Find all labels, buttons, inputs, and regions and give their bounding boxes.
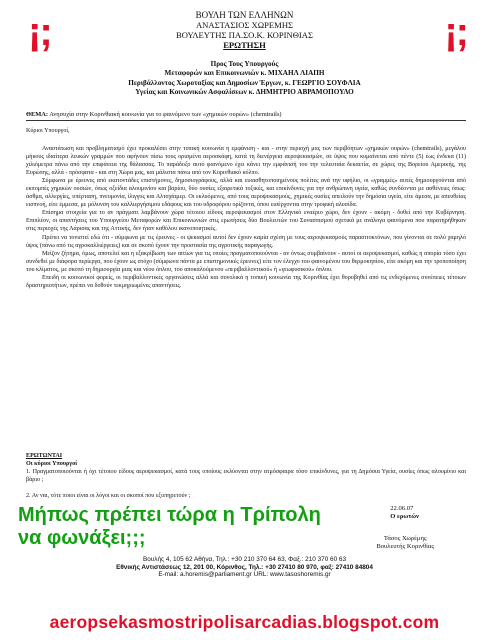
signature-block	[376, 535, 434, 551]
salutation: Κύριοι Υπουργοί,	[26, 128, 70, 134]
paragraph: Μείζον ζήτημα, όμως, αποτελεί και η εξακρίβωση των αιτίων για τις οποίες πραγματοποιούνται - αν όντως συμβαίνουν - αυτοί οι αεροψεκασμοί, καθώς η απορία τόσο έχει συνδεθεί με διάφορα περίεργα, που έχουν ως στόχο (σύμφωνα πάντα με επιστημονικές έρευνες) είτε τον έλεγχο του φαινομένου του θερμοκηπίου, είτε ακόμη και την τροποποίηση του κλίματος, με σκοπό τη δημιουργία μιας και νέου όπλου, του αποκαλούμενου «περιβαλλοντικού» ή «γεωφυσικού» όπλου.	[26, 250, 466, 273]
red-exclamation-decoration-left: ¡;	[28, 10, 51, 54]
paragraph: Επειδή οι κοινωνικοί φορείς, οι περιβαλλοντικές οργανώσεις αλλά και συνολικά η τοπική κοινωνία της Κορινθίας έχει θορυβηθεί από τις ενδεχόμενες συνέπειες τέτοιων δραστηριοτήτων, πρέπει να δοθούν τεκμηριωμένες απαντήσεις.	[26, 274, 466, 289]
question-item: 2. Αν ναι, τότε ποιοι είναι οι λόγοι και οι σκοποί που εξυπηρετούν ;	[26, 493, 191, 500]
footer-address-athens: Βουλής 4, 105 62 Αθήνα, Τηλ.: +30 210 370 64 63, Φαξ.: 210 370 60 63	[142, 556, 347, 563]
addressee-3: Υγείας και Κοινωνικών Ασφαλίσεων κ. ΔΗΜΗΤΡΙΟ ΑΒΡΑΜΟΠΟΥΛΟ	[135, 87, 354, 96]
signature-role: Βουλευτής Κορινθίας	[376, 543, 434, 550]
date-block	[390, 505, 419, 521]
question-item: 1. Πραγματοποιούνται ή όχι τέτοιου είδους αεροψεκασμοί, κατά τους οποίους εκλύονται στην ατμόσφαιρα τόσο επικίνδυνες, για τη Δημόσια Υγεία, ουσίες όπως αλουμίνιο και βάριο ;	[26, 469, 466, 484]
overlay-line-1: Μήπως πρέπει τώρα η Τρίπολη	[18, 504, 321, 526]
signature-name: Τάσος Χωρέμης	[383, 535, 427, 542]
addressees-intro: Προς Τους Υπουργούς	[210, 60, 279, 68]
footer-contacts	[0, 556, 489, 579]
footer-address-korinthos: Εθνικής Αντιστάσεως 12, 201 00, Κόρινθος, Τηλ.: +30 27410 80 970, φαξ: 27410 84804	[116, 563, 373, 571]
addressee-2: Περιβάλλοντος Χωροταξίας και Δημοσίων Έργων, κ. ΓΕΩΡΓΙΟ ΣΟΥΦΛΙΑ	[128, 78, 361, 87]
questions-block	[26, 452, 466, 500]
questions-heading: ΕΡΩΤΩΝΤΑΙ	[26, 453, 63, 459]
blog-url-banner: aeropsekasmostripolisarcadias.blogspot.com	[49, 612, 440, 632]
addressees-block	[0, 60, 489, 97]
overlay-line-2: να φωνάξει;;;	[18, 527, 146, 549]
red-exclamation-decoration-right: ¡;	[444, 10, 467, 54]
mp-title: ΒΟΥΛΕΥΤΗΣ ΠΑ.ΣΟ.Κ. ΚΟΡΙΝΘΙΑΣ	[176, 30, 313, 40]
addressee-1: Μεταφορών και Επικοινωνιών κ. ΜΙΧΑΗΛ ΛΙΑΠΗ	[164, 69, 325, 78]
paragraph: Επίσημα στοιχεία για το αν πράγματι λαμβάνουν χώρα τέτοιου είδους αεροψεκασμοί στον Ελληνικό εναέριο χώρο, δεν έχουν - ακόμη - δοθεί από την Κυβέρνηση. Επιπλέον, οι απαντήσεις του Υπουργείου Μεταφορών και Επικοινωνιών στις ερωτήσεις δύο Βουλευτών του Συνασπισμού σχετικά με ανάλογα φαινόμενα που παρατηρήθηκαν στις περιοχές της Λάρισας και της Αττικής, δεν ήταν καθόλου ικανοποιητικές.	[26, 210, 466, 233]
topic-text: Ανησυχία στην Κορινθιακή κοινωνία για το φαινόμενο των «χημικών ουρών» (chemtrails)	[49, 111, 282, 118]
topic-label: ΘΕΜΑ:	[26, 111, 49, 118]
overlay-caption	[18, 504, 358, 550]
asker-label: Ο ερωτών	[390, 513, 419, 520]
letterhead	[0, 10, 489, 54]
questions-addressee: Οι κύριοι Υπουργοί	[26, 461, 78, 468]
topic-line	[26, 111, 466, 121]
letter-body	[26, 145, 466, 290]
parliament-name: ΒΟΥΛΗ ΤΩΝ ΕΛΛΗΝΩΝ	[195, 10, 294, 20]
paragraph: Σύμφωνα με έρευνες από εκατοντάδες επιστήμονες, δημοσιογράφους, αλλά και ευαισθητοποιημένους πολίτες ανά την υφήλιο, οι «γραμμές» αυτές δημιουργούνται από εκπομπές χημικών ουσιών, όπως οξείδια αλουμινίου και βαρίου, δύο ουσίες εξαιρετικά τοξικές, και επικίνδυνες για την ανθρώπινη υγεία, καθώς συνδέονται με ασθένειες όπως: άσθμα, αλλεργίες, υπέρταση, πνευμονία, ίλιγγος και Αλτσχάιμερ. Οι εκλυόμενες, από τους αεροψεκασμούς, χημικές ουσίες απειλούν την δημόσια υγεία, είτε άμεσα, με απευθείας εισπνοή, είτε έμμεσα, με μόλυνση του καλλιεργήσιμου εδάφους και του υδροφόρου ορίζοντα, όπου εισέρχονται στην τροφική αλυσίδα.	[26, 178, 466, 209]
mp-name: ΑΝΑΣΤΑΣΙΟΣ ΧΩΡΕΜΗΣ	[195, 20, 294, 30]
paragraph: Αναστάτωση και προβληματισμό έχει προκαλέσει στην τοπική κοινωνία η εμφάνιση - και - στην περιοχή μας των περιβόητων «χημικών ουρών» (chemtrails), μεγάλου μήκους ιδιαίτερα λευκών γραμμών που αφήνουν πίσω τους ορισμένα αεροσκάφη, κατά τη διενέργεια αεροψεκασμών, σε ύψος που κυμαίνεται από πέντε (5) έως ένδεκα (11) χιλιόμετρα πάνω από την επιφάνεια της θάλασσας. Το παράδοξο αυτό φαινόμενο έχει κάνει την εμφάνισή του την τελευταία δεκαετία, σε χώρες της Βορείου Αμερικής, της Ευρώπης, αλλά - πρόσφατα - και στη Χώρα μας, και μάλιστα πάνω από τον Κορινθιακό κόλπο.	[26, 146, 466, 177]
footer-email-url: E-mail: a.horemis@parliament.gr URL: www.tasoshoremis.gr	[158, 571, 331, 579]
document-type: ΕΡΩΤΗΣΗ	[223, 40, 266, 50]
date: 22.06.07	[390, 505, 414, 512]
paragraph: Πρέπει να τονιστεί εδώ ότι - σύμφωνα με τις έρευνες - οι ψεκασμοί αυτοί δεν έχουν καμία σχέση με τους αεροψεκασμούς παρασιτοκτόνων, που γίνονται σε πολύ χαμηλό ύψος (πάνω από τις αγροκαλλιέργειες) και σε σκοπό έχουν την προστασία της αγροτικής παραγωγής.	[26, 234, 466, 249]
